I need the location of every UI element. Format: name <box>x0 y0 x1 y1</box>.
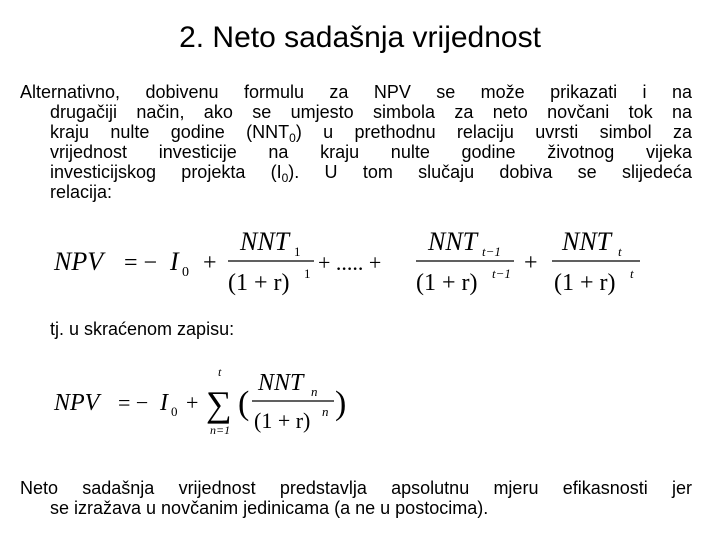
short-form-caption: tj. u skraćenom zapisu: <box>50 319 235 339</box>
sum-lower-limit: n=1 <box>210 423 231 437</box>
sum-fraction-numerator: NNT <box>258 370 304 396</box>
sigma-icon: ∑ <box>206 384 232 424</box>
plus-sign-2: + <box>524 250 538 276</box>
fraction3-denominator-sup: t <box>630 266 634 281</box>
intro-line: vrijednost investicije na kraju nulte godine životnog vijeka <box>50 142 692 162</box>
equals-minus-2: = − <box>118 390 149 415</box>
fraction2-numerator-sub: t−1 <box>482 244 501 259</box>
sum-fraction-denominator: (1 + r) <box>254 408 311 433</box>
ellipsis-sum: + ..... + <box>318 250 382 275</box>
sum-fraction-denominator-sup: n <box>322 404 329 419</box>
intro-line: kraju nulte godine $(NNT_0)$ u prethodnu relaciju uvrsti simbol za <box>50 122 692 145</box>
investment-symbol-2: I <box>160 390 168 416</box>
fraction2-numerator: NNT <box>428 227 478 256</box>
intro-paragraph <box>20 82 692 202</box>
intro-line: Alternativno, dobivenu formulu za NPV se može prikazati i na <box>20 82 692 102</box>
fraction1-numerator-sub: 1 <box>294 244 301 259</box>
outro-line: Neto sadašnja vrijednost predstavlja apsolutnu mjeru efikasnosti jer <box>20 478 692 498</box>
plus-sign-3: + <box>186 390 199 415</box>
fraction1-numerator: NNT <box>240 227 290 256</box>
fraction3-denominator: (1 + r) <box>554 270 616 296</box>
fraction3-numerator: NNT <box>562 227 612 256</box>
plus-sign: + <box>203 250 217 276</box>
fraction3-numerator-sub: t <box>618 244 622 259</box>
fraction1-denominator: (1 + r) <box>228 270 290 296</box>
fraction2-denominator: (1 + r) <box>416 270 478 296</box>
left-paren: ( <box>238 385 250 422</box>
fraction2-denominator-sup: t−1 <box>492 266 511 281</box>
outro-paragraph <box>20 478 692 518</box>
right-paren: ) <box>335 385 347 422</box>
fraction1-denominator-sup: 1 <box>304 266 311 281</box>
npv-formula-summation <box>0 364 720 444</box>
intro-line: drugačiji način, ako se umjesto simbola za neto novčani tok na <box>50 102 692 122</box>
investment-subscript: 0 <box>182 265 189 280</box>
npv-symbol-2: NPV <box>54 390 100 416</box>
investment-symbol: I <box>170 247 179 276</box>
sum-fraction-numerator-sub: n <box>311 384 318 399</box>
investment-subscript-2: 0 <box>171 404 178 419</box>
sum-upper-limit: t <box>218 365 222 379</box>
npv-formula-expanded <box>0 222 720 302</box>
outro-line: se izražava u novčanim jedinicama (a ne u postocima). <box>50 498 489 518</box>
equals-minus: = − <box>124 250 158 276</box>
intro-line: investicijskog projekta $(I_0)$. U tom slučaju dobiva se slijedeća <box>50 162 692 185</box>
intro-line: relacija: <box>50 182 113 202</box>
page-title: 2. Neto sadašnja vrijednost <box>179 21 541 54</box>
npv-symbol: NPV <box>54 247 104 276</box>
